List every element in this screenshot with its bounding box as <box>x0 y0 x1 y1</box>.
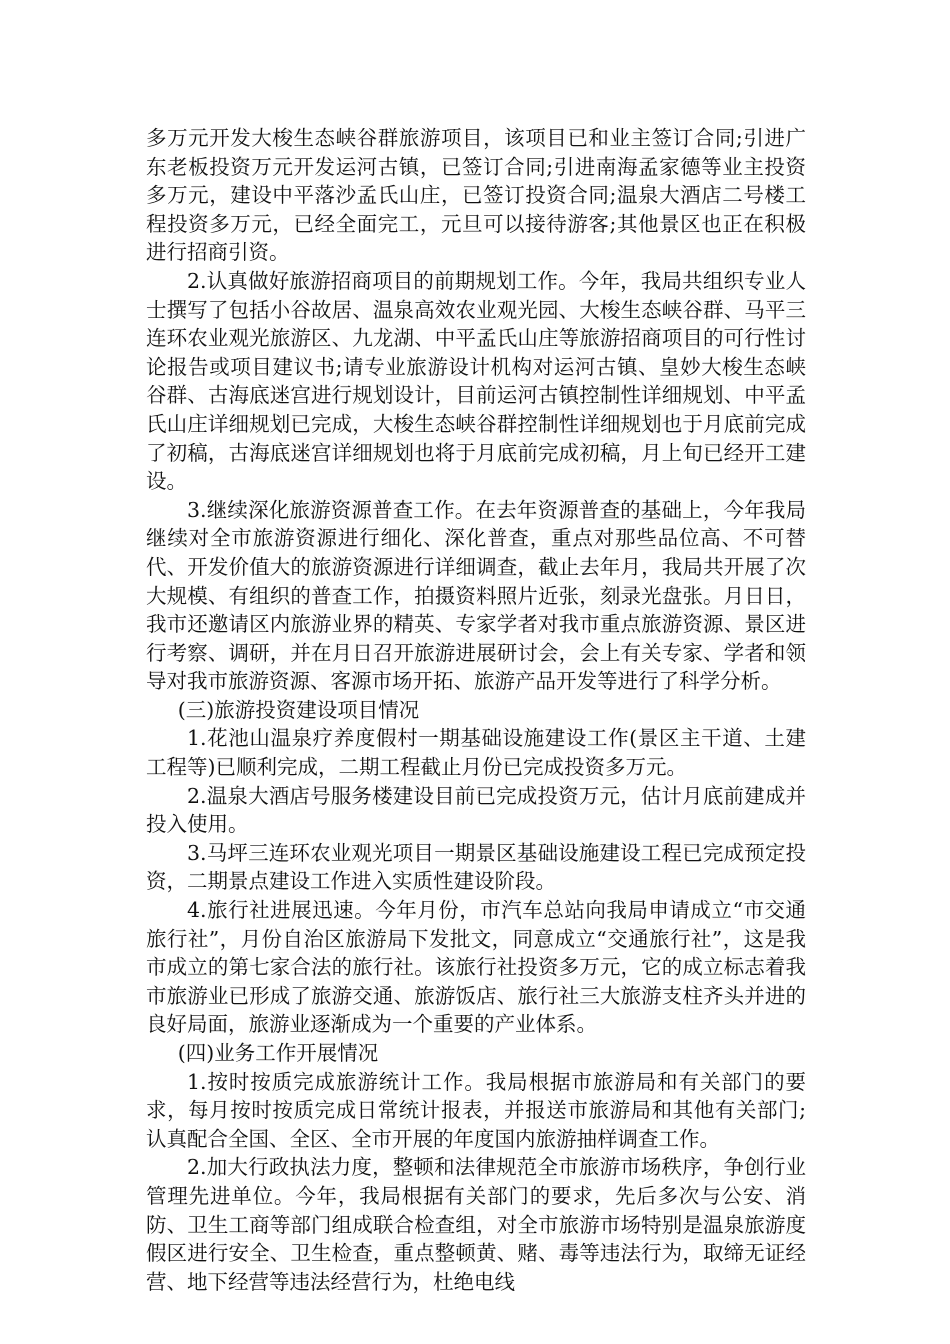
paragraph-planning-work: 2.认真做好旅游招商项目的前期规划工作。今年，我局共组织专业人士撰写了包括小谷故居、温泉高效农业观光园、大梭生态峡谷群、马平三连环农业观光旅游区、九龙湖、中平孟氏山庄等旅游招商项目的可行性讨论报告或项目建议书;请专业旅游设计机构对运河古镇、皇妙大梭生态峡谷群、古海底迷宫进行规划设计，目前运河古镇控制性详细规划、中平孟氏山庄详细规划已完成，大梭生态峡谷群控制性详细规划也于月底前完成了初稿，古海底迷宫详细规划也将于月底前完成初稿，月上旬已经开工建设。 <box>146 268 806 494</box>
paragraph-agri-tourism: 3.马坪三连环农业观光项目一期景区基础设施建设工程已完成预定投资，二期景点建设工作进入实质性建设阶段。 <box>146 840 806 894</box>
paragraph-investment-projects: 多万元开发大梭生态峡谷群旅游项目，该项目已和业主签订合同;引进广东老板投资万元开发运河古镇，已签订合同;引进南海孟家德等业主投资多万元，建设中平落沙孟氏山庄，已签订投资合同;温泉大酒店二号楼工程投资多万元，已经全面完工，元旦可以接待游客;其他景区也正在积极进行招商引资。 <box>146 126 806 265</box>
paragraph-law-enforcement: 2.加大行政执法力度，整顿和法律规范全市旅游市场秩序，争创行业管理先进单位。今年，我局根据有关部门的要求，先后多次与公安、消防、卫生工商等部门组成联合检查组，对全市旅游市场特别是温泉旅游度假区进行安全、卫生检查，重点整顿黄、赌、毒等违法行为，取缔无证经营、地下经营等违法经营行为，杜绝电线 <box>146 1155 806 1294</box>
paragraph-resource-survey: 3.继续深化旅游资源普查工作。在去年资源普查的基础上，今年我局继续对全市旅游资源进行细化、深化普查，重点对那些品位高、不可替代、开发价值大的旅游资源进行详细调查，截止去年月，我局共开展了次大规模、有组织的普查工作，拍摄资料照片近张，刻录光盘张。月日日，我市还邀请区内旅游业界的精英、专家学者对我市重点旅游资源、景区进行考察、调研，并在月日召开旅游进展研讨会，会上有关专家、学者和领导对我市旅游资源、客源市场开拓、旅游产品开发等进行了科学分析。 <box>146 497 806 694</box>
section-heading-operations: (四)业务工作开展情况 <box>177 1041 379 1065</box>
paragraph-hot-spring-resort: 1.花池山温泉疗养度假村一期基础设施建设工作(景区主干道、土建工程等)已顺利完成，二期工程截止月份已完成投资多万元。 <box>146 726 806 780</box>
paragraph-travel-agency: 4.旅行社进展迅速。今年月份，市汽车总站向我局申请成立“市交通旅行社”，月份自治区旅游局下发批文，同意成立“交通旅行社”，这是我市成立的第七家合法的旅行社。该旅行社投资多万元，它的成立标志着我市旅游业已形成了旅游交通、旅游饭店、旅行社三大旅游支柱齐头并进的良好局面，旅游业逐渐成为一个重要的产业体系。 <box>146 898 806 1037</box>
document-body <box>146 124 806 1296</box>
paragraph-statistics: 1.按时按质完成旅游统计工作。我局根据市旅游局和有关部门的要求，每月按时按质完成日常统计报表，并报送市旅游局和其他有关部门;认真配合全国、全区、全市开展的年度国内旅游抽样调查工作。 <box>146 1069 806 1151</box>
section-heading-investment: (三)旅游投资建设项目情况 <box>177 697 420 722</box>
paragraph-hotel-building: 2.温泉大酒店号服务楼建设目前已完成投资万元，估计月底前建成并投入使用。 <box>146 783 806 837</box>
